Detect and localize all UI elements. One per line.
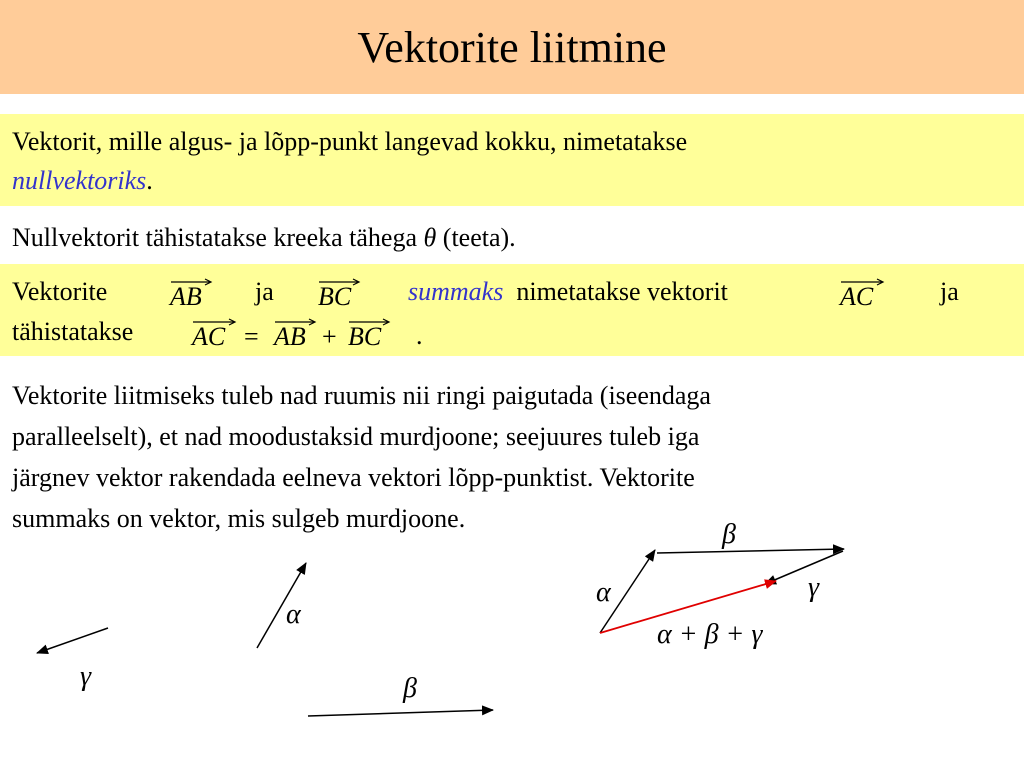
alpha-label: α <box>286 599 301 630</box>
beta-label: β <box>403 673 417 704</box>
paragraph3-word2: nimetatakse vektorit <box>516 277 728 306</box>
page-title: Vektorite liitmine <box>357 23 667 72</box>
term-summaks: summaks <box>408 277 504 306</box>
paragraph3-ja1: ja <box>255 277 274 306</box>
theta-symbol: θ <box>423 223 437 252</box>
paragraph3-ja2: ja <box>940 277 959 306</box>
term-nullvektoriks: nullvektoriks <box>12 166 147 195</box>
formula-bc-label: BC <box>348 322 382 351</box>
paragraph4-line3: järgnev vektor rakendada eelneva vektori lõpp-punktist. Vektorite <box>12 463 695 492</box>
paragraph2-text: Nullvektorit tähistatakse kreeka tähega <box>12 223 418 252</box>
beta-vector-arrow <box>308 710 493 716</box>
formula-ab-label: AB <box>274 322 306 351</box>
polygon-alpha-label: α <box>596 577 611 608</box>
paragraph1-end: . <box>146 166 153 195</box>
polygon-gamma-label: γ <box>808 572 820 603</box>
polygon-beta-arrow <box>657 549 844 553</box>
paragraph4-line4: summaks on vektor, mis sulgeb murdjoone. <box>12 504 466 533</box>
formula-plus: + <box>322 322 337 351</box>
polygon-beta-label: β <box>722 519 736 550</box>
formula-equals: = <box>244 322 259 351</box>
gamma-vector-arrow <box>37 628 108 653</box>
formula-ac-label: AC <box>192 322 226 351</box>
paragraph4-line2: paralleelselt), et nad moodustaksid murdjoone; seejuures tuleb iga <box>12 422 700 451</box>
polygon-gamma-arrow <box>765 551 843 584</box>
formula-end: . <box>416 321 423 350</box>
paragraph3-line2: tähistatakse <box>12 317 134 346</box>
vector-bc-label: BC <box>318 282 352 311</box>
vector-ab-label: AB <box>170 282 202 311</box>
gamma-label: γ <box>80 661 92 692</box>
paragraph1-line1: Vektorit, mille algus- ja lõpp-punkt langevad kokku, nimetatakse <box>12 127 688 156</box>
paragraph2-tail: (teeta). <box>442 223 516 252</box>
sum-label: α + β + γ <box>657 619 763 650</box>
paragraph3-word1: Vektorite <box>12 277 108 306</box>
vector-ac-label: AC <box>840 282 874 311</box>
paragraph4-line1: Vektorite liitmiseks tuleb nad ruumis nii ringi paigutada (iseendaga <box>12 381 711 410</box>
